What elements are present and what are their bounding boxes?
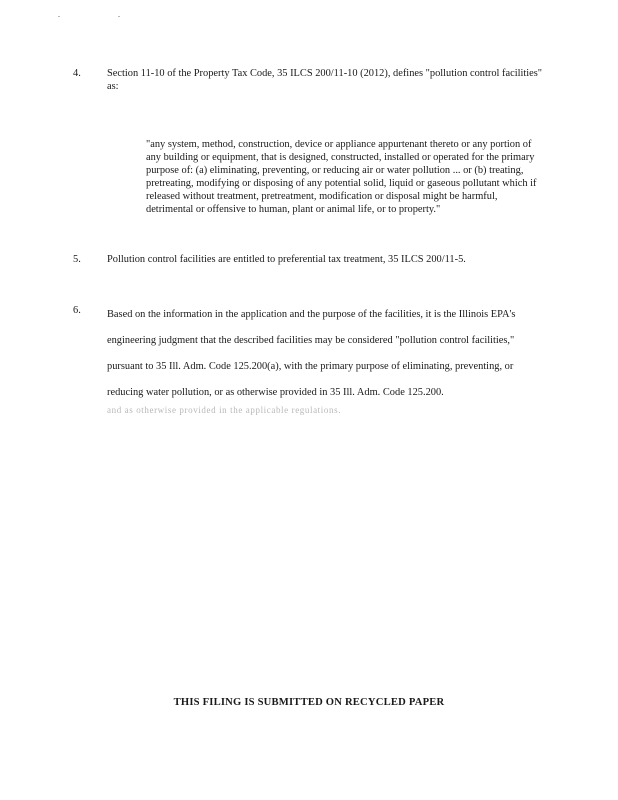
recycled-paper-footer: THIS FILING IS SUBMITTED ON RECYCLED PAPER: [173, 697, 445, 708]
definition-quote: "any system, method, construction, device or appliance appurtenant thereto or any portion of any building or equipment, that is designed, constructed, installed or operated for the primary purpose of: (a) eliminating, preventing, or reducing air or water pollution ... or (b) treating, pretreating, modifying or disposing of any potential solid, liquid or gaseous pollutant which if released without treatment, pretreatment, modification or disposal might be harmful, detrimental or offensive to human, plant or animal life, or to property.": [146, 139, 537, 215]
paragraph-6-number: 6.: [73, 305, 81, 316]
paragraph-6-text: Based on the information in the application and the purpose of the facilities, it is the Illinois EPA's engineering judgment that the described facilities may be considered "pollution control facilities," pursuant to 35 Ill. Adm. Code 125.200(a), with the primary purpose of eliminating, preventing, or reducing water pollution, or as otherwise provided in 35 Ill. Adm. Code 125.200.: [107, 309, 516, 398]
faint-text-line: and as otherwise provided in the applicable regulations.: [107, 405, 342, 415]
corner-marks: . .: [58, 10, 148, 19]
paragraph-4-text: Section 11-10 of the Property Tax Code, 35 ILCS 200/11-10 (2012), defines "pollution control facilities" as:: [107, 68, 543, 92]
paragraph-5-text: Pollution control facilities are entitled to preferential tax treatment, 35 ILCS 200/11-5.: [107, 254, 466, 265]
paragraph-5-number: 5.: [73, 254, 81, 265]
paragraph-4-number: 4.: [73, 68, 81, 79]
